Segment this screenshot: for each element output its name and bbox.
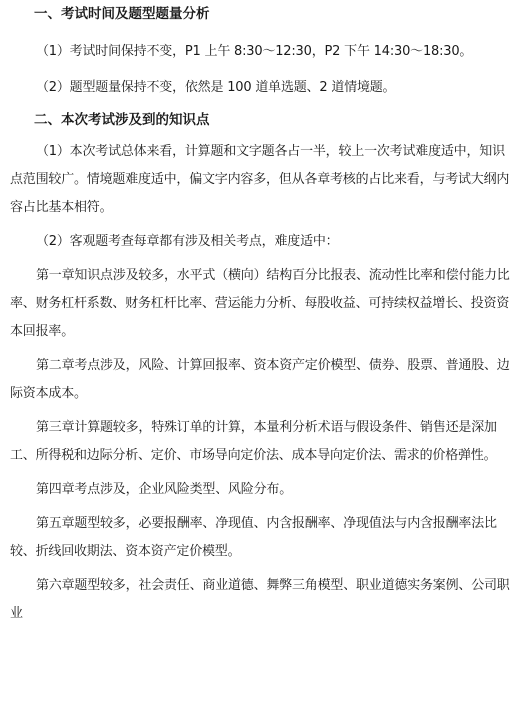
paragraph-chapter-3: 第三章计算题较多，特殊订单的计算，本量利分析术语与假设条件、销售还是深加工、所得税和边际分析、定价、市场导向定价法、成本导向定价法、需求的价格弹性。	[10, 420, 497, 463]
section-heading-knowledge-points: 二、本次考试涉及到的知识点	[34, 112, 210, 128]
paragraph-chapter-2: 第二章考点涉及，风险、计算回报率、资本资产定价模型、债券、股票、普通股、边际资本成本。	[10, 358, 510, 401]
paragraph-objective-questions: （2）客观题考查每章都有涉及相关考点，难度适中：	[36, 234, 339, 249]
paragraph-exam-time: （1）考试时间保持不变，P1 上午 8:30～12:30，P2 下午 14:30～18:30。	[36, 44, 473, 59]
paragraph-chapter-1: 第一章知识点涉及较多，水平式（横向）结构百分比报表、流动性比率和偿付能力比率、财务杠杆系数、财务杠杆比率、营运能力分析、每股收益、可持续权益增长、投资资本回报率。	[10, 268, 510, 339]
paragraph-overall-difficulty: （1）本次考试总体来看，计算题和文字题各占一半，较上一次考试难度适中，知识点范围较广。情境题难度适中，偏文字内容多，但从各章考核的占比来看，与考试大纲内容占比基本相符。	[10, 144, 510, 215]
paragraph-chapter-6: 第六章题型较多，社会责任、商业道德、舞弊三角模型、职业道德实务案例、公司职业	[10, 578, 510, 621]
paragraph-question-types: （2）题型题量保持不变，依然是 100 道单选题、2 道情境题。	[36, 80, 396, 95]
section-heading-exam-time: 一、考试时间及题型题量分析	[34, 6, 210, 22]
paragraph-chapter-4: 第四章考点涉及，企业风险类型、风险分布。	[36, 482, 293, 497]
paragraph-chapter-5: 第五章题型较多，必要报酬率、净现值、内含报酬率、净现值法与内含报酬率法比较、折线回收期法、资本资产定价模型。	[10, 516, 497, 559]
